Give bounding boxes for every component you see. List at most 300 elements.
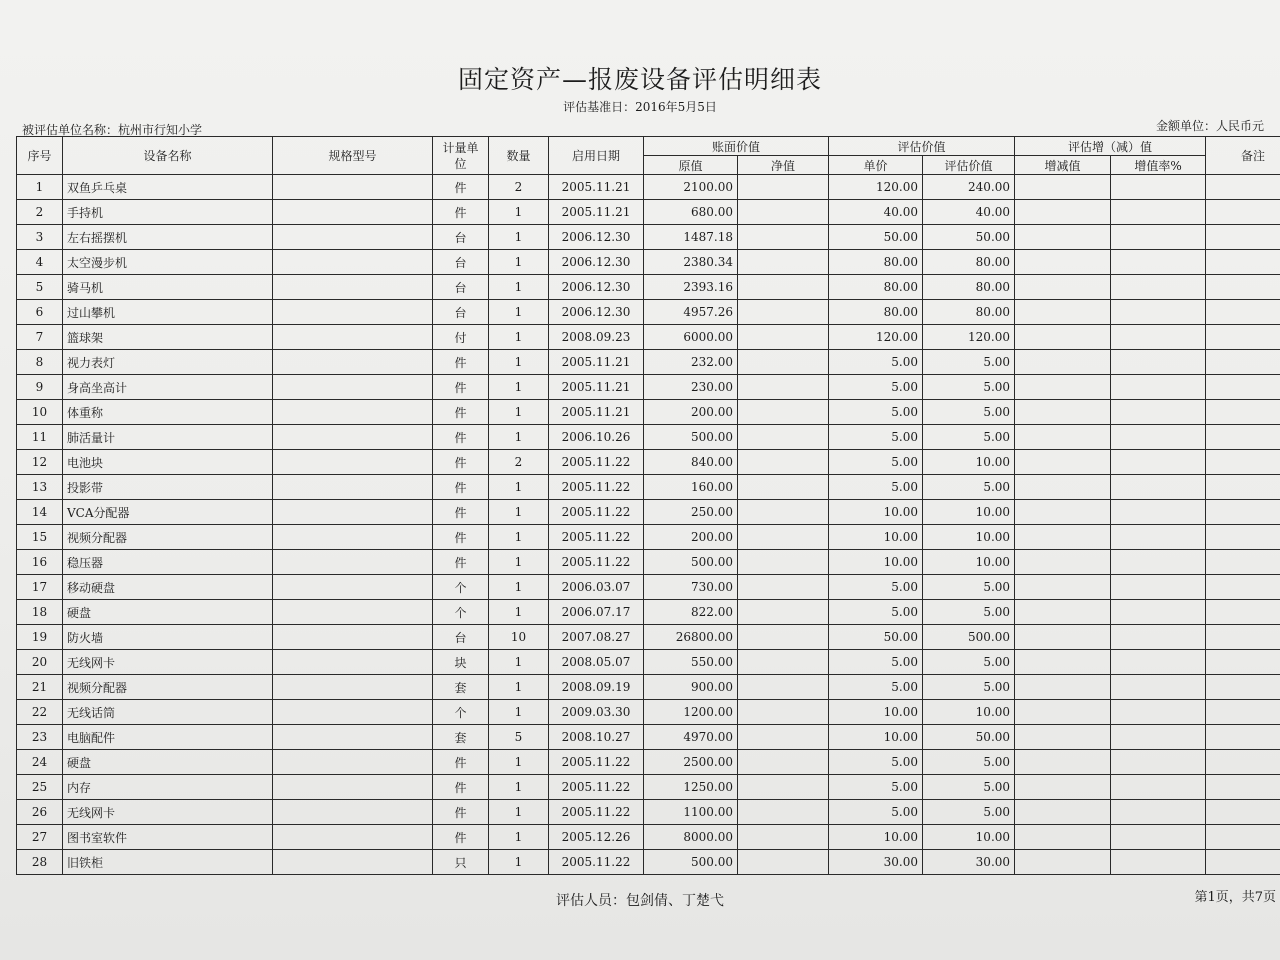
cell-qty: 1 <box>489 850 549 875</box>
cell-change-amount <box>1015 850 1111 875</box>
cell-spec <box>273 350 433 375</box>
cell-date: 2005.11.22 <box>549 800 644 825</box>
cell-net <box>738 475 829 500</box>
cell-unit-price: 10.00 <box>829 525 923 550</box>
cell-name: 硬盘 <box>63 600 273 625</box>
cell-change-amount <box>1015 675 1111 700</box>
cell-remark <box>1206 850 1280 875</box>
cell-unit: 套 <box>433 725 489 750</box>
cell-unit-price: 120.00 <box>829 175 923 200</box>
cell-net <box>738 225 829 250</box>
cell-seq: 14 <box>17 500 63 525</box>
table-row <box>17 350 1280 375</box>
cell-net <box>738 325 829 350</box>
page-info: 第1页，共7页 <box>1194 890 1276 905</box>
cell-change-amount <box>1015 600 1111 625</box>
cell-name: VCA分配器 <box>63 500 273 525</box>
cell-original: 200.00 <box>644 525 738 550</box>
cell-unit-price: 80.00 <box>829 300 923 325</box>
cell-change-amount <box>1015 525 1111 550</box>
cell-net <box>738 425 829 450</box>
cell-remark <box>1206 175 1280 200</box>
cell-unit: 件 <box>433 200 489 225</box>
cell-change-rate <box>1111 625 1206 650</box>
cell-name: 骑马机 <box>63 275 273 300</box>
cell-unit-price: 5.00 <box>829 375 923 400</box>
cell-change-rate <box>1111 675 1206 700</box>
cell-unit: 台 <box>433 250 489 275</box>
cell-name: 过山攀机 <box>63 300 273 325</box>
cell-date: 2005.11.21 <box>549 400 644 425</box>
cell-unit: 件 <box>433 375 489 400</box>
cell-qty: 1 <box>489 225 549 250</box>
cell-spec <box>273 450 433 475</box>
header-name: 设备名称 <box>63 137 273 175</box>
cell-unit: 台 <box>433 300 489 325</box>
cell-unit-price: 5.00 <box>829 350 923 375</box>
cell-unit-price: 5.00 <box>829 450 923 475</box>
cell-change-rate <box>1111 475 1206 500</box>
cell-net <box>738 500 829 525</box>
cell-seq: 28 <box>17 850 63 875</box>
cell-net <box>738 400 829 425</box>
cell-qty: 1 <box>489 775 549 800</box>
cell-date: 2006.12.30 <box>549 300 644 325</box>
table-row <box>17 425 1280 450</box>
cell-spec <box>273 550 433 575</box>
table-row <box>17 275 1280 300</box>
cell-seq: 17 <box>17 575 63 600</box>
cell-remark <box>1206 250 1280 275</box>
cell-name: 电池块 <box>63 450 273 475</box>
cell-original: 500.00 <box>644 550 738 575</box>
cell-change-rate <box>1111 450 1206 475</box>
header-qty: 数量 <box>489 137 549 175</box>
cell-date: 2005.11.22 <box>549 775 644 800</box>
cell-original: 1200.00 <box>644 700 738 725</box>
cell-original: 1250.00 <box>644 775 738 800</box>
cell-seq: 5 <box>17 275 63 300</box>
cell-unit: 个 <box>433 575 489 600</box>
cell-change-amount <box>1015 475 1111 500</box>
header-seq: 序号 <box>17 137 63 175</box>
cell-change-rate <box>1111 275 1206 300</box>
cell-change-rate <box>1111 525 1206 550</box>
cell-spec <box>273 850 433 875</box>
cell-eval-price: 10.00 <box>923 700 1015 725</box>
cell-eval-price: 30.00 <box>923 850 1015 875</box>
cell-spec <box>273 425 433 450</box>
cell-qty: 1 <box>489 825 549 850</box>
cell-unit-price: 10.00 <box>829 725 923 750</box>
cell-change-rate <box>1111 550 1206 575</box>
cell-eval-price: 5.00 <box>923 800 1015 825</box>
header-net: 净值 <box>738 156 829 175</box>
cell-unit-price: 5.00 <box>829 400 923 425</box>
table-row <box>17 675 1280 700</box>
cell-spec <box>273 475 433 500</box>
cell-change-rate <box>1111 600 1206 625</box>
cell-date: 2005.11.22 <box>549 750 644 775</box>
cell-date: 2005.11.21 <box>549 200 644 225</box>
cell-remark <box>1206 200 1280 225</box>
cell-date: 2006.12.30 <box>549 275 644 300</box>
cell-spec <box>273 700 433 725</box>
cell-unit-price: 10.00 <box>829 825 923 850</box>
cell-name: 视频分配器 <box>63 675 273 700</box>
cell-net <box>738 725 829 750</box>
cell-change-amount <box>1015 200 1111 225</box>
cell-change-amount <box>1015 775 1111 800</box>
base-date: 评估基准日：2016年5月5日 <box>563 100 717 114</box>
cell-spec <box>273 300 433 325</box>
cell-unit: 个 <box>433 700 489 725</box>
cell-eval-price: 80.00 <box>923 300 1015 325</box>
evaluators: 评估人员：包剑倩、丁楚弋 <box>556 893 724 909</box>
cell-net <box>738 675 829 700</box>
table-row <box>17 200 1280 225</box>
cell-net <box>738 600 829 625</box>
cell-change-rate <box>1111 700 1206 725</box>
cell-name: 左右摇摆机 <box>63 225 273 250</box>
cell-eval-price: 5.00 <box>923 600 1015 625</box>
table-row <box>17 225 1280 250</box>
cell-qty: 1 <box>489 600 549 625</box>
cell-qty: 1 <box>489 675 549 700</box>
cell-seq: 1 <box>17 175 63 200</box>
cell-change-rate <box>1111 725 1206 750</box>
cell-name: 视力表灯 <box>63 350 273 375</box>
cell-eval-price: 10.00 <box>923 500 1015 525</box>
cell-qty: 1 <box>489 800 549 825</box>
cell-change-rate <box>1111 175 1206 200</box>
cell-change-amount <box>1015 650 1111 675</box>
cell-change-amount <box>1015 325 1111 350</box>
cell-remark <box>1206 675 1280 700</box>
header-spec: 规格型号 <box>273 137 433 175</box>
table-row <box>17 575 1280 600</box>
cell-name: 手持机 <box>63 200 273 225</box>
cell-net <box>738 525 829 550</box>
cell-name: 视频分配器 <box>63 525 273 550</box>
cell-net <box>738 850 829 875</box>
table-row <box>17 750 1280 775</box>
cell-spec <box>273 375 433 400</box>
cell-change-amount <box>1015 175 1111 200</box>
cell-original: 26800.00 <box>644 625 738 650</box>
cell-seq: 10 <box>17 400 63 425</box>
cell-original: 8000.00 <box>644 825 738 850</box>
cell-spec <box>273 175 433 200</box>
cell-unit-price: 5.00 <box>829 675 923 700</box>
cell-change-amount <box>1015 250 1111 275</box>
cell-eval-price: 50.00 <box>923 725 1015 750</box>
cell-seq: 15 <box>17 525 63 550</box>
cell-eval-price: 5.00 <box>923 350 1015 375</box>
cell-change-rate <box>1111 325 1206 350</box>
cell-eval-price: 5.00 <box>923 750 1015 775</box>
cell-change-rate <box>1111 400 1206 425</box>
cell-unit: 套 <box>433 675 489 700</box>
cell-remark <box>1206 350 1280 375</box>
cell-net <box>738 375 829 400</box>
header-eval-price: 评估价值 <box>923 156 1015 175</box>
cell-unit-price: 30.00 <box>829 850 923 875</box>
cell-qty: 10 <box>489 625 549 650</box>
asset-table <box>16 136 1280 875</box>
cell-change-rate <box>1111 825 1206 850</box>
cell-net <box>738 175 829 200</box>
cell-spec <box>273 675 433 700</box>
cell-original: 1487.18 <box>644 225 738 250</box>
cell-unit-price: 5.00 <box>829 750 923 775</box>
cell-name: 太空漫步机 <box>63 250 273 275</box>
cell-date: 2005.11.22 <box>549 475 644 500</box>
cell-name: 投影带 <box>63 475 273 500</box>
cell-net <box>738 550 829 575</box>
cell-qty: 1 <box>489 650 549 675</box>
cell-name: 旧铁柜 <box>63 850 273 875</box>
header-unit: 计量单位 <box>433 137 489 175</box>
cell-qty: 1 <box>489 750 549 775</box>
table-row <box>17 600 1280 625</box>
table-row <box>17 450 1280 475</box>
cell-eval-price: 5.00 <box>923 675 1015 700</box>
header-start-date: 启用日期 <box>549 137 644 175</box>
cell-remark <box>1206 825 1280 850</box>
cell-remark <box>1206 375 1280 400</box>
cell-seq: 24 <box>17 750 63 775</box>
cell-spec <box>273 725 433 750</box>
cell-unit: 件 <box>433 775 489 800</box>
cell-change-amount <box>1015 450 1111 475</box>
cell-unit-price: 40.00 <box>829 200 923 225</box>
cell-eval-price: 5.00 <box>923 775 1015 800</box>
cell-unit: 件 <box>433 350 489 375</box>
cell-seq: 8 <box>17 350 63 375</box>
cell-date: 2008.05.07 <box>549 650 644 675</box>
cell-eval-price: 120.00 <box>923 325 1015 350</box>
cell-change-rate <box>1111 350 1206 375</box>
cell-net <box>738 825 829 850</box>
cell-unit-price: 5.00 <box>829 800 923 825</box>
cell-remark <box>1206 225 1280 250</box>
cell-spec <box>273 250 433 275</box>
cell-change-amount <box>1015 300 1111 325</box>
cell-date: 2006.07.17 <box>549 600 644 625</box>
cell-net <box>738 625 829 650</box>
cell-net <box>738 750 829 775</box>
table-row <box>17 775 1280 800</box>
cell-change-amount <box>1015 400 1111 425</box>
cell-date: 2005.11.22 <box>549 850 644 875</box>
cell-change-rate <box>1111 300 1206 325</box>
cell-date: 2006.10.26 <box>549 425 644 450</box>
cell-remark <box>1206 500 1280 525</box>
table-row <box>17 800 1280 825</box>
cell-remark <box>1206 275 1280 300</box>
cell-seq: 16 <box>17 550 63 575</box>
cell-original: 550.00 <box>644 650 738 675</box>
table-row <box>17 850 1280 875</box>
cell-original: 822.00 <box>644 600 738 625</box>
cell-net <box>738 700 829 725</box>
cell-eval-price: 10.00 <box>923 525 1015 550</box>
cell-date: 2005.11.21 <box>549 350 644 375</box>
table-row <box>17 250 1280 275</box>
cell-unit: 付 <box>433 325 489 350</box>
cell-eval-price: 10.00 <box>923 825 1015 850</box>
cell-change-amount <box>1015 500 1111 525</box>
cell-eval-price: 10.00 <box>923 450 1015 475</box>
cell-seq: 13 <box>17 475 63 500</box>
cell-net <box>738 450 829 475</box>
cell-change-amount <box>1015 825 1111 850</box>
cell-change-amount <box>1015 350 1111 375</box>
table-row <box>17 475 1280 500</box>
evaluated-unit: 被评估单位名称：杭州市行知小学 <box>22 123 203 137</box>
cell-spec <box>273 775 433 800</box>
cell-change-amount <box>1015 750 1111 775</box>
cell-seq: 4 <box>17 250 63 275</box>
cell-eval-price: 50.00 <box>923 225 1015 250</box>
cell-original: 2380.34 <box>644 250 738 275</box>
cell-change-rate <box>1111 650 1206 675</box>
cell-eval-price: 80.00 <box>923 275 1015 300</box>
cell-seq: 25 <box>17 775 63 800</box>
cell-date: 2006.12.30 <box>549 225 644 250</box>
cell-name: 无线网卡 <box>63 800 273 825</box>
cell-seq: 21 <box>17 675 63 700</box>
cell-remark <box>1206 625 1280 650</box>
cell-seq: 20 <box>17 650 63 675</box>
cell-eval-price: 5.00 <box>923 375 1015 400</box>
cell-change-rate <box>1111 425 1206 450</box>
header-original: 原值 <box>644 156 738 175</box>
table-row <box>17 650 1280 675</box>
cell-change-amount <box>1015 725 1111 750</box>
cell-name: 电脑配件 <box>63 725 273 750</box>
cell-seq: 9 <box>17 375 63 400</box>
cell-qty: 1 <box>489 200 549 225</box>
table-row <box>17 400 1280 425</box>
cell-spec <box>273 225 433 250</box>
header-change-amount: 增减值 <box>1015 156 1111 175</box>
cell-original: 2100.00 <box>644 175 738 200</box>
cell-seq: 23 <box>17 725 63 750</box>
cell-original: 1100.00 <box>644 800 738 825</box>
cell-date: 2005.11.22 <box>549 450 644 475</box>
cell-date: 2009.03.30 <box>549 700 644 725</box>
cell-spec <box>273 500 433 525</box>
cell-spec <box>273 400 433 425</box>
cell-original: 232.00 <box>644 350 738 375</box>
header-remark: 备注 <box>1206 137 1280 175</box>
cell-remark <box>1206 725 1280 750</box>
cell-seq: 22 <box>17 700 63 725</box>
cell-original: 900.00 <box>644 675 738 700</box>
cell-net <box>738 800 829 825</box>
cell-change-amount <box>1015 225 1111 250</box>
cell-unit: 件 <box>433 525 489 550</box>
cell-net <box>738 350 829 375</box>
cell-date: 2007.08.27 <box>549 625 644 650</box>
cell-remark <box>1206 450 1280 475</box>
cell-name: 双鱼乒乓桌 <box>63 175 273 200</box>
cell-qty: 1 <box>489 425 549 450</box>
cell-eval-price: 5.00 <box>923 425 1015 450</box>
cell-eval-price: 500.00 <box>923 625 1015 650</box>
cell-qty: 1 <box>489 550 549 575</box>
cell-remark <box>1206 300 1280 325</box>
header-unit-price: 单价 <box>829 156 923 175</box>
table-row <box>17 500 1280 525</box>
cell-spec <box>273 625 433 650</box>
cell-unit: 件 <box>433 175 489 200</box>
cell-qty: 1 <box>489 475 549 500</box>
cell-change-amount <box>1015 625 1111 650</box>
cell-change-rate <box>1111 200 1206 225</box>
header-change-rate: 增值率% <box>1111 156 1206 175</box>
cell-remark <box>1206 525 1280 550</box>
cell-qty: 1 <box>489 325 549 350</box>
cell-unit: 件 <box>433 400 489 425</box>
cell-remark <box>1206 650 1280 675</box>
cell-unit: 件 <box>433 550 489 575</box>
cell-seq: 3 <box>17 225 63 250</box>
cell-original: 680.00 <box>644 200 738 225</box>
cell-change-amount <box>1015 375 1111 400</box>
cell-unit-price: 10.00 <box>829 550 923 575</box>
cell-unit-price: 10.00 <box>829 700 923 725</box>
cell-name: 无线话筒 <box>63 700 273 725</box>
cell-spec <box>273 525 433 550</box>
table-row <box>17 325 1280 350</box>
cell-unit-price: 5.00 <box>829 775 923 800</box>
cell-change-rate <box>1111 750 1206 775</box>
cell-seq: 2 <box>17 200 63 225</box>
cell-net <box>738 650 829 675</box>
cell-remark <box>1206 400 1280 425</box>
cell-net <box>738 300 829 325</box>
cell-remark <box>1206 425 1280 450</box>
cell-qty: 5 <box>489 725 549 750</box>
cell-unit: 件 <box>433 825 489 850</box>
cell-unit-price: 80.00 <box>829 275 923 300</box>
cell-net <box>738 775 829 800</box>
cell-original: 250.00 <box>644 500 738 525</box>
currency-unit: 金额单位：人民币元 <box>1155 119 1264 133</box>
cell-unit-price: 5.00 <box>829 600 923 625</box>
table-row <box>17 300 1280 325</box>
table-row <box>17 375 1280 400</box>
cell-remark <box>1206 600 1280 625</box>
cell-unit: 台 <box>433 275 489 300</box>
cell-remark <box>1206 775 1280 800</box>
cell-name: 移动硬盘 <box>63 575 273 600</box>
cell-qty: 1 <box>489 375 549 400</box>
cell-seq: 6 <box>17 300 63 325</box>
cell-unit-price: 120.00 <box>829 325 923 350</box>
cell-remark <box>1206 325 1280 350</box>
cell-unit-price: 80.00 <box>829 250 923 275</box>
cell-name: 图书室软件 <box>63 825 273 850</box>
cell-eval-price: 40.00 <box>923 200 1015 225</box>
cell-name: 防火墙 <box>63 625 273 650</box>
cell-unit: 件 <box>433 750 489 775</box>
cell-original: 230.00 <box>644 375 738 400</box>
table-row <box>17 175 1280 200</box>
